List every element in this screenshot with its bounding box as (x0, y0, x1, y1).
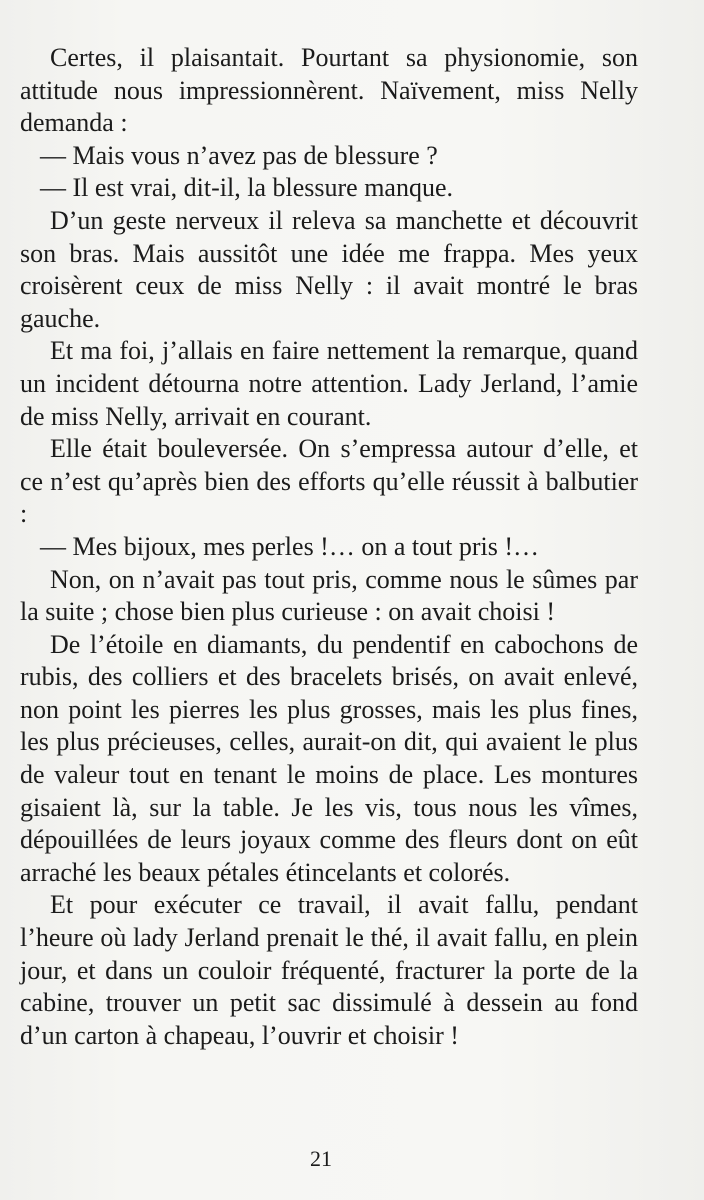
dialogue-line: — Mais vous n’avez pas de blessure ? (40, 140, 438, 170)
body-text (20, 42, 638, 1052)
paragraph: Et ma foi, j’allais en faire nettement la remarque, quand un incident détourna notre attention. Lady Jerland, l’amie de miss Nelly, arrivait en courant. (20, 336, 638, 431)
page-number: 21 (310, 1146, 332, 1171)
paragraph: Et pour exécuter ce travail, il avait fallu, pendant l’heure où lady Jerland prenait le thé, il avait fallu, en plein jour, et dans un couloir fréquenté, fracturer la porte de la cabine, trouver un petit sac dissimulé à dessein au fond d’un carton à chapeau, l’ouvrir et choisir ! (20, 890, 638, 1050)
paragraph: D’un geste nerveux il releva sa manchette et découvrit son bras. Mais aussitôt une idée me frappa. Mes yeux croisèrent ceux de miss Nelly : il avait montré le bras gauche. (20, 205, 638, 333)
dialogue-line: — Il est vrai, dit-il, la blessure manque. (40, 173, 454, 203)
paragraph: Non, on n’avait pas tout pris, comme nous le sûmes par la suite ; chose bien plus curieuse : on avait choisi ! (20, 564, 638, 627)
paragraph: Certes, il plaisantait. Pourtant sa physionomie, son attitude nous impressionnèrent. Naïvement, miss Nelly demanda : (20, 43, 638, 138)
dialogue-line: — Mes bijoux, mes perles !… on a tout pris !… (40, 531, 539, 561)
paragraph: De l’étoile en diamants, du pendentif en cabochons de rubis, des colliers et des bracelets brisés, on avait enlevé, non point les pierres les plus grosses, mais les plus fines, les plus précieuses, celles, aurait-on dit, qui avaient le plus de valeur tout en tenant le moins de place. Les montures gisaient là, sur la table. Je les vis, tous nous les vîmes, dépouillées de leurs joyaux comme des fleurs dont on eût arraché les beaux pétales étincelants et colorés. (20, 629, 638, 887)
paragraph: Elle était bouleversée. On s’empressa autour d’elle, et ce n’est qu’après bien des efforts qu’elle réussit à balbutier : (20, 434, 638, 529)
